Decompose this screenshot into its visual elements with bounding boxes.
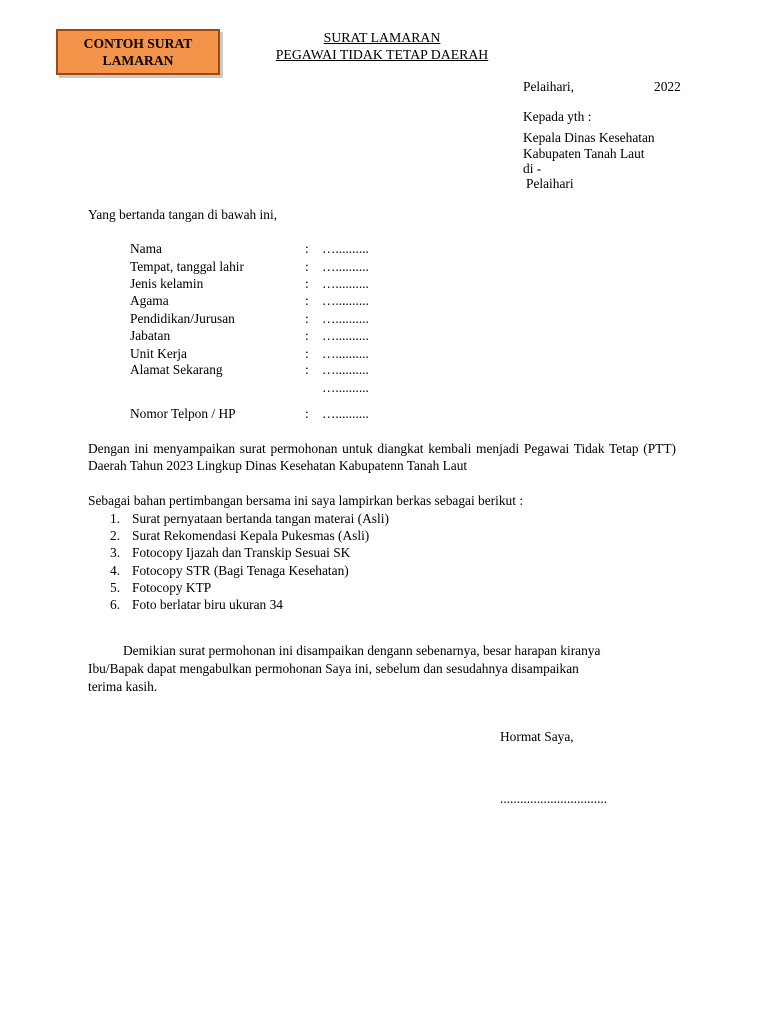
list-item [110, 562, 349, 579]
field-label: Jabatan [130, 328, 171, 343]
badge-line-1: CONTOH SURAT [83, 36, 193, 51]
list-number: 4. [110, 563, 121, 578]
field-value: ….......... [322, 259, 369, 274]
badge-line-2: LAMARAN [102, 53, 174, 68]
field-label: Nama [130, 241, 162, 256]
list-number: 2. [110, 528, 121, 543]
field-colon: : [305, 259, 309, 274]
sample-letter-badge [56, 29, 220, 75]
field-value: ….......... [322, 311, 369, 326]
field-value: ….......... [322, 276, 369, 291]
recipient-salutation: Kepada yth : [523, 109, 592, 124]
list-text: Surat pernyataan bertanda tangan materai (Asli) [132, 511, 389, 526]
list-text: Foto berlatar biru ukuran 34 [132, 597, 283, 612]
letter-title-line-1: SURAT LAMARAN [323, 30, 441, 45]
list-text: Surat Rekomendasi Kepala Pukesmas (Asli) [132, 528, 370, 543]
closing-line-1: Demikian surat permohonan ini disampaikan dengann sebenarnya, besar harapan kiranya [123, 643, 601, 658]
place: Pelaihari, [523, 79, 574, 94]
field-label: Agama [130, 293, 169, 308]
field-label: Tempat, tanggal lahir [130, 259, 244, 274]
field-colon: : [305, 241, 309, 256]
field-label: Pendidikan/Jurusan [130, 311, 235, 326]
request-paragraph: Dengan ini menyampaikan surat permohonan untuk diangkat kembali menjadi Pegawai Tidak Tetap (PTT) Daerah Tahun 2023 Lingkup Dinas Kesehatan Kabupatenn Tanah Laut [88, 441, 676, 473]
list-number: 6. [110, 597, 121, 612]
list-text: Fotocopy STR (Bagi Tenaga Kesehatan) [132, 563, 349, 578]
closing-line-2: Ibu/Bapak dapat mengabulkan permohonan Saya ini, sebelum dan sesudahnya disampaikan [88, 661, 579, 676]
field-value: ….......... [322, 241, 369, 256]
field-value: ….......... [322, 293, 369, 308]
list-item [110, 579, 211, 596]
list-item [110, 596, 283, 613]
signature-line: ................................ [500, 791, 608, 806]
field-colon: : [305, 346, 309, 361]
list-number: 1. [110, 511, 121, 526]
field-colon: : [305, 328, 309, 343]
field-colon: : [305, 311, 309, 326]
list-item [110, 510, 389, 527]
field-colon: : [305, 406, 309, 421]
field-label: Unit Kerja [130, 346, 187, 361]
field-label: Jenis kelamin [130, 276, 204, 291]
field-label: Alamat Sekarang [130, 362, 223, 377]
signature-greeting: Hormat Saya, [500, 729, 574, 744]
list-number: 5. [110, 580, 121, 595]
letter-title-line-2: PEGAWAI TIDAK TETAP DAERAH [275, 47, 489, 62]
recipient-line-2: Kabupaten Tanah Laut [523, 146, 645, 161]
field-value: ….......... [322, 328, 369, 343]
closing-line-3: terima kasih. [88, 679, 158, 694]
field-value: ….......... [322, 362, 369, 377]
intro-text: Yang bertanda tangan di bawah ini, [88, 207, 278, 222]
year: 2022 [654, 79, 681, 94]
field-label: Nomor Telpon / HP [130, 406, 236, 421]
field-colon: : [305, 362, 309, 377]
recipient-line-1: Kepala Dinas Kesehatan [523, 130, 655, 145]
attachments-intro: Sebagai bahan pertimbangan bersama ini saya lampirkan berkas sebagai berikut : [88, 493, 524, 508]
list-text: Fotocopy KTP [132, 580, 212, 595]
field-value: ….......... [322, 380, 369, 395]
recipient-line-3: di - [523, 161, 542, 176]
list-item [110, 544, 350, 561]
field-colon: : [305, 276, 309, 291]
list-number: 3. [110, 545, 121, 560]
list-item [110, 527, 369, 544]
list-text: Fotocopy Ijazah dan Transkip Sesuai SK [132, 545, 351, 560]
field-value: ….......... [322, 346, 369, 361]
field-colon: : [305, 293, 309, 308]
field-value: ….......... [322, 406, 369, 421]
recipient-line-4: Pelaihari [526, 176, 574, 191]
